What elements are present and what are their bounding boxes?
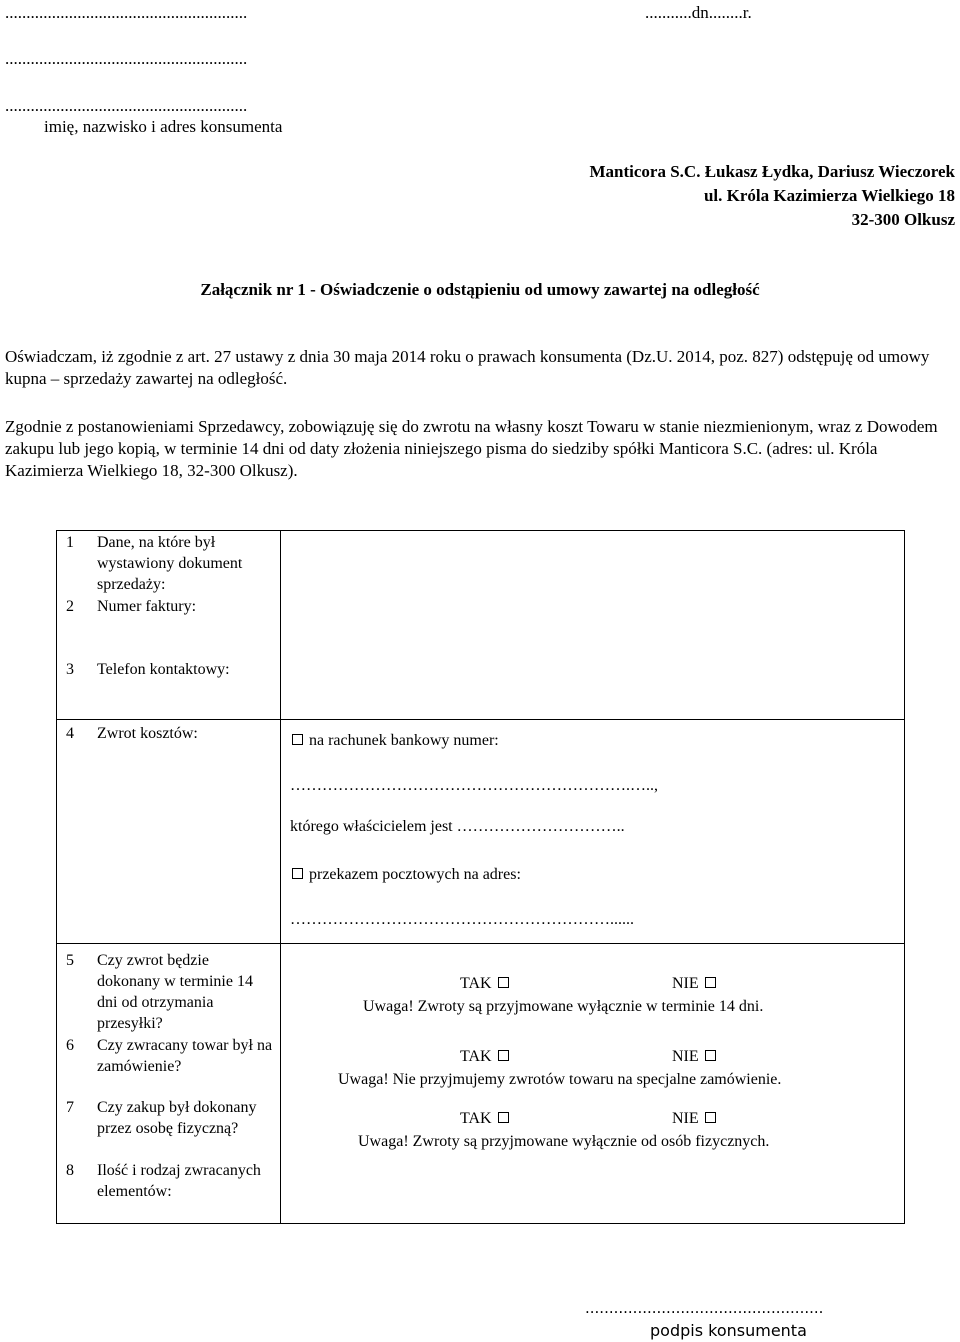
row-number: 2 <box>66 598 74 615</box>
nie-option-7[interactable] <box>672 1109 718 1129</box>
row-number: 6 <box>66 1037 74 1054</box>
date-dots: ...........dn........r. <box>645 3 752 22</box>
row-number: 1 <box>66 534 74 551</box>
note-custom-order: Uwaga! Nie przyjmujemy zwrotów towaru na specjalne zamówienie. <box>338 1071 782 1088</box>
checkbox-icon[interactable] <box>705 977 716 988</box>
consumer-dots-line-2: ......................................................... <box>5 49 248 68</box>
checkbox-icon[interactable] <box>705 1050 716 1061</box>
recipient-city: 32-300 Olkusz <box>851 210 955 229</box>
invoice-number-label: Numer faktury: <box>97 598 197 615</box>
row-number: 4 <box>66 725 74 742</box>
tak-option-7[interactable] <box>460 1109 511 1129</box>
custom-order-question: Czy zwracany towar był na zamówienie? <box>97 1037 273 1075</box>
nie-label: NIE <box>672 1110 699 1127</box>
statement-paragraph: Oświadczam, iż zgodnie z art. 27 ustawy z dnia 30 maja 2014 roku o prawach konsumenta (Dz.U. 2014, poz. 827) odstępuję od umowy kupna – sprzedaży zawartej na odległość. <box>5 347 930 388</box>
tak-option-6[interactable] <box>460 1047 511 1067</box>
consumer-caption: imię, nazwisko i adres konsumenta <box>44 117 283 136</box>
return-terms-paragraph: Zgodnie z postanowieniami Sprzedawcy, zobowiązuję się do zwrotu na własny koszt Towaru w stanie niezmienionym, wraz z Dowodem zakupu lub jego kopią, w terminie 14 dni od daty złożenia niniejszego pisma do siedziby spółki Manticora S.C. (adres: ul. Króla Kazimierza Wielkiego 18, 32-300 Olkusz). <box>5 417 938 480</box>
account-owner-line <box>290 817 625 837</box>
signature-dots[interactable]: .................................................. <box>585 1299 824 1317</box>
note-deadline: Uwaga! Zwroty są przyjmowane wyłącznie w terminie 14 dni. <box>363 998 764 1015</box>
billing-data-label: Dane, na które był wystawiony dokument sprzedaży: <box>97 534 243 593</box>
row-number: 8 <box>66 1162 74 1179</box>
bank-account-dots[interactable]: ……………………………………………………….….., <box>290 777 658 794</box>
page-title: Załącznik nr 1 - Oświadczenie o odstąpieniu od umowy zawartej na odległość <box>200 280 760 299</box>
recipient-name: Manticora S.C. Łukasz Łydka, Dariusz Wieczorek <box>589 162 955 181</box>
consumer-dots-line-3: ......................................................... <box>5 96 248 115</box>
account-owner-label: którego właścicielem jest <box>290 818 453 835</box>
bank-transfer-label: na rachunek bankowy numer: <box>309 732 499 749</box>
tak-label: TAK <box>460 1110 492 1127</box>
form-answer-rows-1-3[interactable] <box>280 530 905 720</box>
tak-label: TAK <box>460 1048 492 1065</box>
nie-option-6[interactable] <box>672 1047 718 1067</box>
tak-label: TAK <box>460 975 492 992</box>
tak-option-5[interactable] <box>460 974 511 994</box>
checkbox-icon[interactable] <box>498 977 509 988</box>
postal-order-label: przekazem pocztowych na adres: <box>309 866 521 883</box>
consumer-dots-line-1: ......................................................... <box>5 3 248 22</box>
row-number: 3 <box>66 661 74 678</box>
refund-label: Zwrot kosztów: <box>97 725 198 742</box>
row-number: 7 <box>66 1099 74 1116</box>
nie-label: NIE <box>672 1048 699 1065</box>
natural-person-question: Czy zakup był dokonany przez osobę fizyczną? <box>97 1099 257 1137</box>
items-returned-label: Ilość i rodzaj zwracanych elementów: <box>97 1162 261 1200</box>
recipient-street: ul. Króla Kazimierza Wielkiego 18 <box>703 186 955 205</box>
nie-label: NIE <box>672 975 699 992</box>
checkbox-icon[interactable] <box>292 734 303 745</box>
postal-order-option[interactable] <box>290 865 521 885</box>
phone-label: Telefon kontaktowy: <box>97 661 230 678</box>
note-natural-person: Uwaga! Zwroty są przyjmowane wyłącznie od osób fizycznych. <box>358 1133 770 1150</box>
return-deadline-question: Czy zwrot będzie dokonany w terminie 14 dni od otrzymania przesyłki? <box>97 952 253 1032</box>
checkbox-icon[interactable] <box>292 868 303 879</box>
row-number: 5 <box>66 952 74 969</box>
account-owner-dots[interactable]: ………………………….. <box>456 818 625 835</box>
signature-caption: podpis konsumenta <box>650 1321 807 1340</box>
bank-transfer-option[interactable] <box>290 731 499 751</box>
checkbox-icon[interactable] <box>705 1112 716 1123</box>
postal-address-dots[interactable]: ……………………………………………………...... <box>290 911 634 928</box>
form-cell-row-4 <box>56 719 281 944</box>
checkbox-icon[interactable] <box>498 1050 509 1061</box>
nie-option-5[interactable] <box>672 974 718 994</box>
checkbox-icon[interactable] <box>498 1112 509 1123</box>
